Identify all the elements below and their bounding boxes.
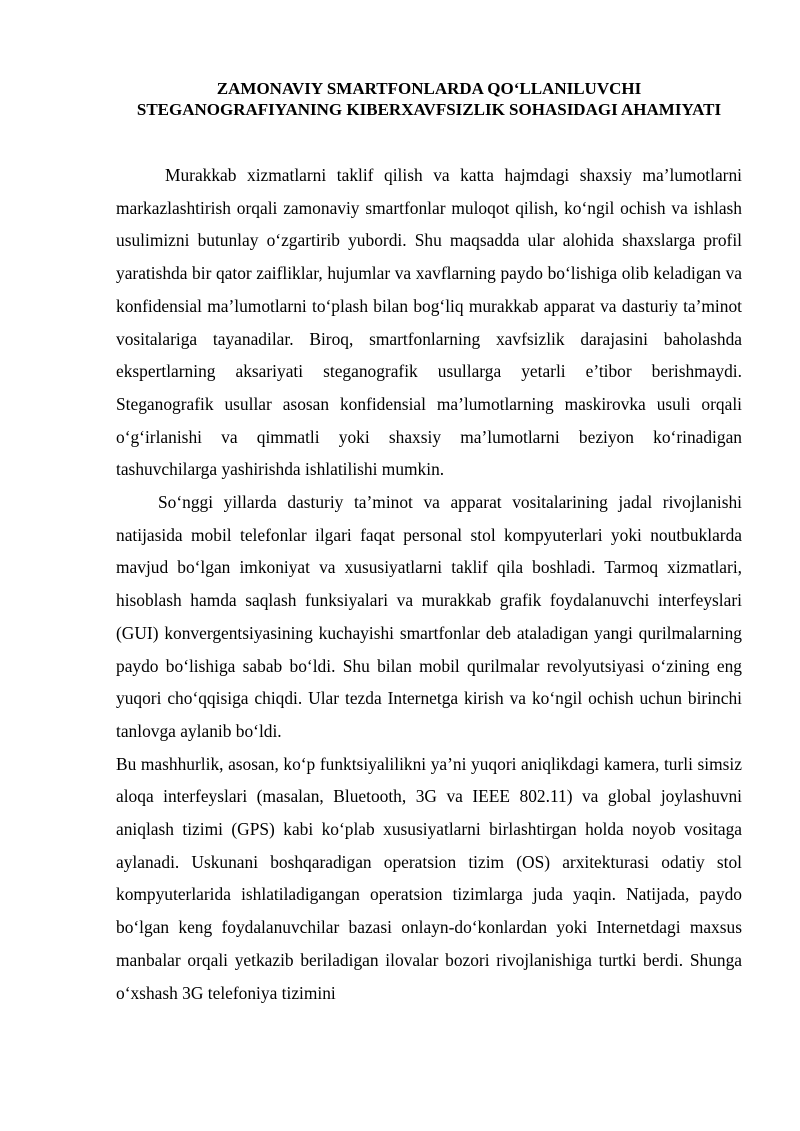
paragraph-3: Bu mashhurlik, asosan, ko‘p funktsiyalilikni ya’ni yuqori aniqlikdagi kamera, turli simsiz aloqa interfeyslari (masalan, Bluetooth, 3G va IEEE 802.11) va global joylashuvni aniqlash tizimi (GPS) kabi ko‘plab xususiyatlarni birlashtirgan holda noyob vositaga aylanadi. Uskunani boshqaradigan operatsion tizim (OS) arxitekturasi odatiy stol kompyuterlarida ishlatiladigangan operatsion tizimlarga juda yaqin. Natijada, paydo bo‘lgan keng foydalanuvchilar bazasi onlayn-do‘konlardan yoki Internetdagi maxsus manbalar orqali yetkazib beriladigan ilovalar bozori rivojlanishiga turtki berdi. Shunga o‘xshash 3G telefoniya tizimini — [116, 753, 742, 1003]
paragraph-1: Murakkab xizmatlarni taklif qilish va katta hajmdagi shaxsiy ma’lumotlarni markazlashtirish orqali zamonaviy smartfonlar muloqot qilish, ko‘ngil ochish va ishlash usulimizni butunlay o‘zgartirib yubordi. Shu maqsadda ular alohida shaxslarga profil yaratishda bir qator zaifliklar, hujumlar va xavflarning paydo bo‘lishiga olib keladigan va konfidensial ma’lumotlarni to‘plash bilan bog‘liq murakkab apparat va dasturiy ta’minot vositalariga tayanadilar. Biroq, smartfonlarning xavfsizlik darajasini baholashda ekspertlarning aksariyati steganografik usullarga yetarli e’tibor berishmaydi. Steganografik usullar asosan konfidensial ma’lumotlarning maskirovka usuli orqali o‘g‘irlanishi va qimmatli yoki shaxsiy ma’lumotlarni beziyon ko‘rinadigan tashuvchilarga yashirishda ishlatilishi mumkin. — [116, 165, 742, 480]
document-title: ZAMONAVIY SMARTFONLARDA QO‘LLANILUVCHI STEGANOGRAFIYANING KIBERXAVFSIZLIK SOHASIDAGI AHAMIYATI — [136, 79, 722, 119]
document-body — [116, 159, 742, 1009]
paragraph-2: So‘nggi yillarda dasturiy ta’minot va apparat vositalarining jadal rivojlanishi natijasida mobil telefonlar ilgari faqat personal stol kompyuterlari yoki noutbuklarda mavjud bo‘lgan imkoniyat va xususiyatlarni taklif qila boshladi. Tarmoq xizmatlari, hisoblash hamda saqlash funksiyalari va murakkab grafik foydalanuvchi interfeyslari (GUI) konvergentsiyasining kuchayishi smartfonlar deb ataladigan yangi qurilmalarning paydo bo‘lishiga sabab bo‘ldi. Shu bilan mobil qurilmalar revolyutsiyasi o‘zining eng yuqori cho‘qqisiga chiqdi. Ular tezda Internetga kirish va ko‘ngil ochish uchun birinchi tanlovga aylanib bo‘ldi. — [116, 492, 742, 741]
